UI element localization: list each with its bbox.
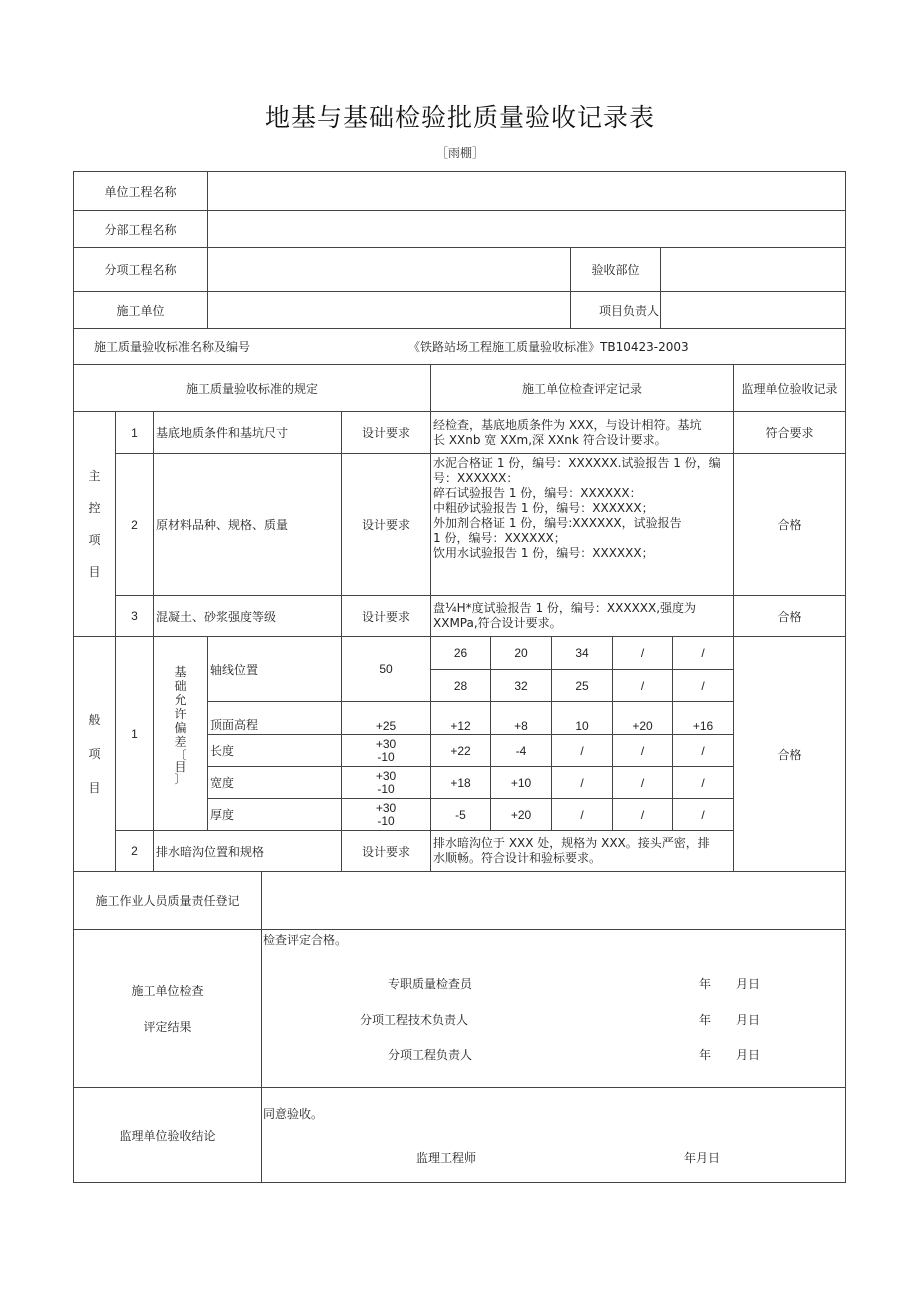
axis-value-r2-c1: 28	[430, 669, 491, 702]
acceptance-part-field[interactable]	[660, 247, 846, 292]
main-item-2-supervisor: 合格	[733, 453, 846, 596]
thickness-allowance: +30 -10	[341, 798, 431, 831]
signer-1-monthday: 月日	[736, 977, 761, 991]
main-item-1-record: 经检查，基底地质条件为 XXX，与设计相符。基坑 长 XXnb 宽 XXm,深 XXnk 符合设计要求。	[430, 411, 734, 454]
signer-3-year: 年	[699, 1048, 712, 1062]
contractor-conclusion: 检查评定合格。	[263, 933, 348, 947]
subitem-label: 分项工程名称	[73, 247, 208, 292]
document-subtitle: ［雨棚］	[435, 146, 484, 160]
col-header-supervisor-record: 监理单位验收记录	[733, 364, 846, 412]
signer-2-role: 分项工程技术负责人	[360, 1013, 469, 1027]
top-elevation-allowance: +25	[341, 701, 431, 735]
axis-position-name: 轴线位置	[207, 636, 342, 702]
main-item-3-requirement: 设计要求	[341, 595, 431, 637]
length-value-c4: /	[612, 734, 673, 767]
width-name: 宽度	[207, 766, 342, 799]
general-item-2-no: 2	[115, 830, 154, 872]
general-label: 般 项 目	[73, 636, 116, 872]
col-header-standard: 施工质量验收标准的规定	[73, 364, 431, 412]
contractor-field[interactable]	[207, 291, 571, 329]
thickness-value-c1: -5	[430, 798, 491, 831]
axis-value-r2-c4: /	[612, 669, 673, 702]
project-manager-field[interactable]	[660, 291, 846, 329]
width-value-c5: /	[672, 766, 734, 799]
thickness-value-c2: +20	[490, 798, 552, 831]
main-item-1-requirement: 设计要求	[341, 411, 431, 454]
main-item-3-supervisor: 合格	[733, 595, 846, 637]
allowance-group-label: 基 础 允 许 偏 差 〔 目 〕	[153, 636, 208, 831]
length-value-c5: /	[672, 734, 734, 767]
contractor-result-content	[261, 929, 846, 1088]
signer-1-year: 年	[699, 977, 712, 991]
worker-registry-label: 施工作业人员质量责任登记	[73, 871, 262, 930]
elevation-value-c3: 10	[551, 701, 613, 735]
main-control-label: 主 控 项 目	[73, 411, 116, 637]
length-value-c3: /	[551, 734, 613, 767]
elevation-value-c2: +8	[490, 701, 552, 735]
unit-project-field[interactable]	[207, 171, 846, 211]
contractor-label: 施工单位	[73, 291, 208, 329]
width-value-c4: /	[612, 766, 673, 799]
main-item-3-record: 盘¼H*度试验报告 1 份，编号：XXXXXX,强度为 XXMPa,符合设计要求。	[430, 595, 734, 637]
supervisor-conclusion-label: 监理单位验收结论	[73, 1087, 262, 1183]
standard-label: 施工质量验收标准名称及编号	[94, 340, 251, 354]
project-manager-label: 项目负责人	[570, 291, 661, 329]
elevation-value-c1: +12	[430, 701, 491, 735]
axis-value-r1-c5: /	[672, 636, 734, 670]
axis-value-r2-c2: 32	[490, 669, 552, 702]
subitem-field[interactable]	[207, 247, 571, 292]
col-header-contractor-record: 施工单位检查评定记录	[430, 364, 734, 412]
signer-1-role: 专职质量检查员	[388, 977, 473, 991]
elevation-value-c5: +16	[672, 701, 734, 735]
width-allowance: +30 -10	[341, 766, 431, 799]
main-item-3-no: 3	[115, 595, 154, 637]
width-value-c1: +18	[430, 766, 491, 799]
standard-row	[73, 328, 846, 365]
axis-value-r1-c4: /	[612, 636, 673, 670]
main-item-1-no: 1	[115, 411, 154, 454]
main-item-1-name: 基底地质条件和基坑尺寸	[153, 411, 342, 454]
axis-value-r1-c3: 34	[551, 636, 613, 670]
general-item-2-name: 排水暗沟位置和规格	[153, 830, 342, 872]
length-allowance: +30 -10	[341, 734, 431, 767]
thickness-name: 厚度	[207, 798, 342, 831]
signer-2-monthday: 月日	[736, 1013, 761, 1027]
main-item-3-name: 混凝土、砂浆强度等级	[153, 595, 342, 637]
signer-2-year: 年	[699, 1013, 712, 1027]
thickness-value-c5: /	[672, 798, 734, 831]
length-value-c1: +22	[430, 734, 491, 767]
width-value-c2: +10	[490, 766, 552, 799]
main-item-2-no: 2	[115, 453, 154, 596]
unit-project-label: 单位工程名称	[73, 171, 208, 211]
axis-value-r2-c5: /	[672, 669, 734, 702]
general-item-2-record: 排水暗沟位于 XXX 处，规格为 XXX。接头严密，排 水顺畅。符合设计和验标要求。	[430, 830, 734, 872]
general-item-2-requirement: 设计要求	[341, 830, 431, 872]
axis-value-r1-c2: 20	[490, 636, 552, 670]
axis-value-r2-c3: 25	[551, 669, 613, 702]
main-item-2-record: 水泥合格证 1 份，编号：XXXXXX.试验报告 1 份，编 号：XXXXXX： 碎石试验报告 1 份，编号：XXXXXX： 中粗砂试验报告 1 份，编号：XXXXXX； 外加剂合格证 1 份，编号:XXXXXX，试验报告 1 份，编号：XXXXXX； 饮用水试验报告 1 份，编号：XXXXXX；	[430, 453, 734, 596]
main-item-2-requirement: 设计要求	[341, 453, 431, 596]
signer-3-role: 分项工程负责人	[388, 1048, 473, 1062]
division-field[interactable]	[207, 210, 846, 248]
signer-3-monthday: 月日	[736, 1048, 761, 1062]
general-supervisor: 合格	[733, 636, 846, 872]
supervisor-conclusion-text: 同意验收。	[263, 1107, 324, 1121]
thickness-value-c4: /	[612, 798, 673, 831]
width-value-c3: /	[551, 766, 613, 799]
elevation-value-c4: +20	[612, 701, 673, 735]
thickness-value-c3: /	[551, 798, 613, 831]
acceptance-part-label: 验收部位	[570, 247, 661, 292]
contractor-result-label: 施工单位检查 评定结果	[73, 929, 262, 1088]
supervisor-signer-role: 监理工程师	[416, 1151, 477, 1165]
main-item-2-name: 原材料品种、规格、质量	[153, 453, 342, 596]
standard-value: 《铁路站场工程施工质量验收标准》TB10423-2003	[408, 340, 689, 354]
axis-value-r1-c1: 26	[430, 636, 491, 670]
length-value-c2: -4	[490, 734, 552, 767]
supervisor-date: 年月日	[684, 1151, 721, 1165]
worker-registry-field[interactable]	[261, 871, 846, 930]
supervisor-conclusion-content	[261, 1087, 846, 1183]
axis-position-allowance: 50	[341, 636, 431, 702]
length-name: 长度	[207, 734, 342, 767]
document-title: 地基与基础检验批质量验收记录表	[264, 103, 655, 132]
top-elevation-name: 顶面高程	[207, 701, 342, 735]
main-item-1-supervisor: 符合要求	[733, 411, 846, 454]
general-item-1-no: 1	[115, 636, 154, 831]
division-label: 分部工程名称	[73, 210, 208, 248]
